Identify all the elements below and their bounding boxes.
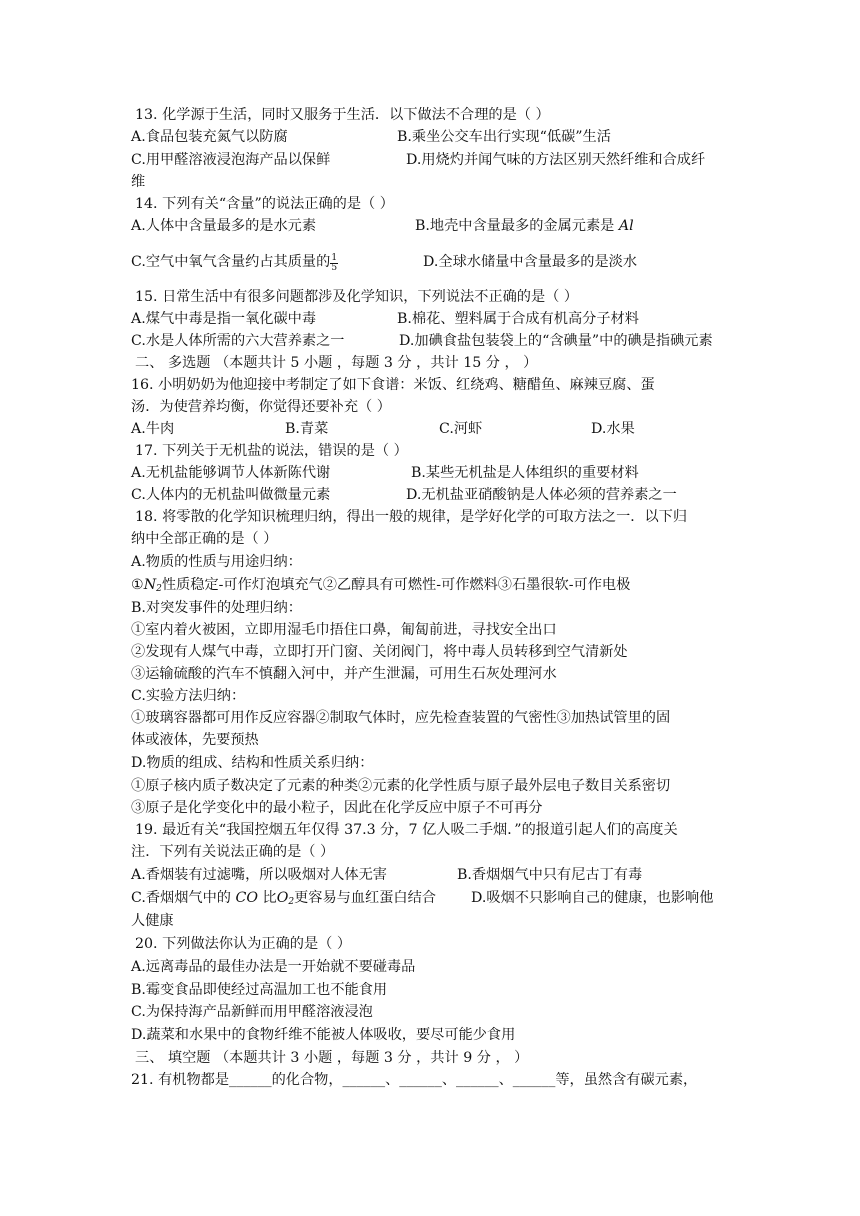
q15-stem: 15. 日常生活中有很多问题都涉及化学知识，下列说法不正确的是（ ） <box>135 289 579 305</box>
q16-option-b: B.青菜 <box>285 421 329 437</box>
q19-option-d-cont: 人健康 <box>131 913 174 929</box>
q19-stem-2: 注．下列有关说法正确的是（ ） <box>131 844 335 860</box>
q13-option-b: B.乘坐公交车出行实现“低碳”生活 <box>397 129 611 145</box>
o2-symbol: O <box>276 890 289 906</box>
q16-stem-1: 16. 小明奶奶为他迎接中考制定了如下食谱：米饭、红绕鸡、糖醋鱼、麻辣豆腐、蛋 <box>131 377 655 393</box>
q20-option-d: D.蔬菜和水果中的食物纤维不能被人体吸收，要尽可能少食用 <box>131 1027 516 1043</box>
q13-stem: 13. 化学源于生活，同时又服务于生活．以下做法不合理的是（ ） <box>135 107 550 123</box>
q19-option-c <box>131 890 436 906</box>
q20-stem: 20. 下列做法你认为正确的是（ ） <box>135 936 352 952</box>
q18-stem-2: 纳中全部正确的是（ ） <box>131 531 278 547</box>
q19-option-a: A.香烟装有过滤嘴，所以吸烟对人体无害 <box>131 867 387 883</box>
fraction-numerator: 1 <box>331 253 338 263</box>
q17-options-ab <box>131 462 639 484</box>
q21-stem: 21. 有机物都是______的化合物，______、______、______、______等，虽然含有碳元素， <box>131 1072 698 1088</box>
q15-option-a: A.煤气中毒是指一氧化碳中毒 <box>131 311 317 327</box>
q20-option-a: A.远离毒品的最佳办法是一开始就不要碰毒品 <box>131 959 416 975</box>
q13-options-cd <box>131 149 706 171</box>
q14-option-a: A.人体中含量最多的是水元素 <box>131 218 317 234</box>
q18-option-a: A.物质的性质与用途归纳： <box>131 554 302 570</box>
q17-stem: 17. 下列关于无机盐的说法，错误的是（ ） <box>135 443 408 459</box>
q17-option-d: D.无机盐亚硝酸钠是人体必须的营养素之一 <box>406 487 677 503</box>
q19-option-c-post: 更容易与血红蛋白结合 <box>294 890 436 906</box>
q19-stem-1: 19. 最近有关“我国控烟五年仅得 37.3 分，7 亿人吸二手烟．”的报道引起人们的高度关 <box>135 822 678 838</box>
q18-stem-1: 18. 将零散的化学知识梳理归纳，得出一般的规律，是学好化学的可取方法之一．以下归 <box>135 509 688 525</box>
q18-option-c-item-2: 体或液体，先要预热 <box>131 732 259 748</box>
q14-option-c-text: C.空气中氧气含量约占其质量的 <box>131 254 331 270</box>
circled-one: ① <box>131 577 144 593</box>
fraction-denominator: 5 <box>331 263 338 273</box>
q18-option-b-item-3: ③运输硫酸的汽车不慎翻入河中，并产生泄漏，可用生石灰处理河水 <box>131 666 557 682</box>
q14-stem: 14. 下列有关“含量”的说法正确的是（ ） <box>135 196 394 212</box>
q16-options <box>131 418 635 440</box>
q15-option-c: C.水是人体所需的六大营养素之一 <box>131 333 345 349</box>
q14-option-b <box>415 215 634 237</box>
q19-options-cd <box>131 887 714 913</box>
q14-al-symbol: Al <box>618 218 634 234</box>
q17-option-c: C.人体内的无机盐叫做微量元素 <box>131 487 331 503</box>
q17-option-b: B.某些无机盐是人体组织的重要材料 <box>411 465 639 481</box>
q20-option-b: B.霉变食品即使经过高温加工也不能食用 <box>131 982 388 998</box>
q19-option-d: D.吸烟不只影响自己的健康，也影响他 <box>471 890 714 906</box>
q13-option-c: C.用甲醛溶液浸泡海产品以保鲜 <box>131 152 331 168</box>
q13-options-ab <box>131 126 611 148</box>
q16-option-c: C.河虾 <box>439 421 483 437</box>
q18-option-d-item-2: ③原子是化学变化中的最小粒子，因此在化学反应中原子不可再分 <box>131 800 543 816</box>
q14-option-d: D.全球水储量中含量最多的是淡水 <box>423 254 638 270</box>
q13-option-d: D.用烧灼并闻气味的方法区别天然纤维和合成纤 <box>406 152 706 168</box>
q18-option-b-item-2: ②发现有人煤气中毒，立即打开门窗、关闭阀门，将中毒人员转移到空气清新处 <box>131 644 628 660</box>
q20-option-c: C.为保持海产品新鲜而用甲醛溶液浸泡 <box>131 1004 373 1020</box>
q18-option-a-text: 性质稳定-可作灯泡填充气②乙醇具有可燃性-可作燃料③石墨很软-可作电极 <box>161 577 631 593</box>
fraction-one-fifth <box>330 254 338 273</box>
n2-subscript: 2 <box>156 584 162 594</box>
q18-option-c-item-1: ①玻璃容器都可用作反应容器②制取气体时，应先检查装置的气密性③加热试管里的固 <box>131 710 671 726</box>
q14-option-c <box>131 253 338 273</box>
n2-symbol: N <box>143 577 157 593</box>
q18-option-b: B.对突发事件的处理归纳： <box>131 600 302 616</box>
section-2-heading: 二、 多选题 （本题共计 5 小题 ，每题 3 分 ，共计 15 分 ， ） <box>135 355 538 371</box>
q17-options-cd <box>131 484 677 506</box>
q15-option-d: D.加碘食盐包装袋上的“含碘量”中的碘是指碘元素 <box>399 333 713 349</box>
q14-options-cd <box>131 251 638 273</box>
q16-option-a: A.牛肉 <box>131 421 175 437</box>
q16-option-d: D.水果 <box>591 421 635 437</box>
section-3-heading: 三、 填空题 （本题共计 3 小题 ，每题 3 分 ，共计 9 分 ， ） <box>135 1050 529 1066</box>
q18-option-c: C.实验方法归纳： <box>131 688 246 704</box>
q19-option-c-mid: 比 <box>258 890 277 906</box>
co-symbol: CO <box>235 890 259 906</box>
q14-options-ab <box>131 215 634 237</box>
q15-options-ab <box>131 308 639 330</box>
q13-option-a: A.食品包装充氮气以防腐 <box>131 129 288 145</box>
q15-options-cd <box>131 330 713 352</box>
q19-option-b: B.香烟烟气中只有尼古丁有毒 <box>457 867 643 883</box>
q16-stem-2: 汤．为使营养均衡，你觉得还要补充（ ） <box>131 399 391 415</box>
q18-option-b-item-1: ①室内着火被困，立即用湿毛巾捂住口鼻，匍匐前进，寻找安全出口 <box>131 622 557 638</box>
q18-option-d: D.物质的组成、结构和性质关系归纳： <box>131 755 374 771</box>
q14-option-b-text: B.地壳中含量最多的金属元素是 <box>415 218 615 234</box>
q19-options-ab <box>131 864 643 886</box>
q18-option-d-item-1: ①原子核内质子数决定了元素的种类②元素的化学性质与原子最外层电子数目关系密切 <box>131 778 671 794</box>
o2-subscript: 2 <box>288 897 295 907</box>
q19-option-c-pre: C.香烟烟气中的 <box>131 890 231 906</box>
q17-option-a: A.无机盐能够调节人体新陈代谢 <box>131 465 331 481</box>
q15-option-b: B.棉花、塑料属于合成有机高分子材料 <box>397 311 639 327</box>
q13-option-d-cont: 维 <box>131 174 146 190</box>
